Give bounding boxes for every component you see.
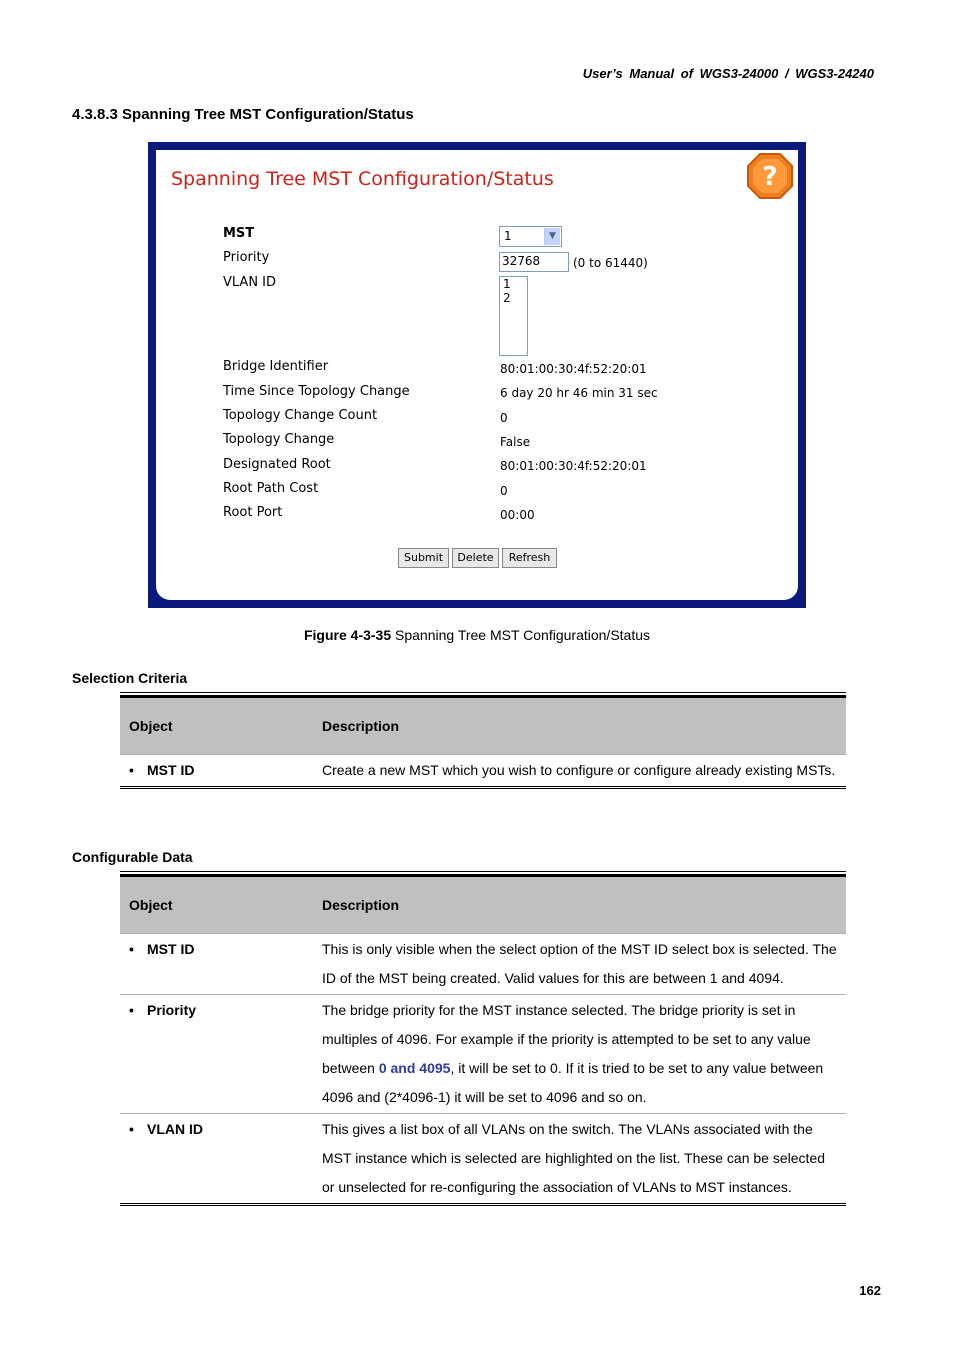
screenshot-panel [148,142,806,608]
description-text: , it will be set to 0. If it is tried to be set to any value between 4096 and (2*4096-1) it will be set to 4096 and so on. [322,1060,824,1105]
table-cell-description: This is only visible when the select option of the MST ID select box is selected. The ID of the MST being created. Valid values for this are between 1 and 4094. [313,934,846,995]
time-since-label: Time Since Topology Change [223,384,410,399]
svg-text:?: ? [762,162,778,192]
table-row [120,934,846,995]
bridge-identifier-value: 80:01:00:30:4f:52:20:01 [500,362,647,376]
topology-change-count-value: 0 [500,411,508,425]
table-cell-object [120,1114,313,1205]
table-header-description: Description [313,697,846,755]
table-header-object: Object [120,697,313,755]
object-name: Priority [147,1002,197,1018]
root-port-label: Root Port [223,505,283,520]
priority-input[interactable] [499,252,569,272]
screenshot-content [156,150,798,600]
table-header-row [120,876,846,934]
mst-select-value: 1 [504,229,512,243]
help-icon[interactable] [746,152,794,200]
object-name: MST ID [147,762,195,778]
delete-button[interactable]: Delete [452,548,499,568]
vlan-id-label: VLAN ID [223,275,277,290]
configurable-data-table [120,874,846,1206]
table-cell-description: Create a new MST which you wish to configure or configure already existing MSTs. [313,755,846,788]
table-header-row [120,697,846,755]
table-row [120,1114,846,1205]
table-header-object: Object [120,876,313,934]
page-header: User’s Manual of WGS3-24000 / WGS3-24240 [582,66,874,81]
designated-root-label: Designated Root [223,457,331,472]
description-text: The bridge priority for the MST instance selected. The bridge priority is set in multiples of 4096. For example if the priority is attempted to be set to any value between [322,1002,811,1076]
table-cell-description [313,995,846,1114]
selection-criteria-table [120,695,846,789]
root-path-cost-value: 0 [500,484,508,498]
figure-caption [0,627,954,643]
topology-change-count-label: Topology Change Count [223,408,378,423]
object-name: MST ID [147,941,195,957]
screenshot-title: Spanning Tree MST Configuration/Status [171,168,554,190]
table-cell-object [120,995,313,1114]
figure-text: Spanning Tree MST Configuration/Status [391,627,651,643]
priority-input-value: 32768 [502,254,541,268]
table-header-description: Description [313,876,846,934]
configurable-data-title: Configurable Data [72,849,193,865]
bullet-icon: • [129,762,134,778]
designated-root-value: 80:01:00:30:4f:52:20:01 [500,459,647,473]
section-title: 4.3.8.3 Spanning Tree MST Configuration/Status [72,106,414,123]
priority-label: Priority [223,250,270,265]
description-highlight: 0 and 4095 [378,1060,451,1076]
time-since-value: 6 day 20 hr 46 min 31 sec [500,386,658,400]
table-cell-object [120,755,313,788]
refresh-button[interactable]: Refresh [502,548,557,568]
bullet-icon: • [129,1121,134,1137]
table-cell-object [120,934,313,995]
table-row [120,755,846,788]
mst-label: MST [223,226,255,241]
root-port-value: 00:00 [500,508,535,522]
bridge-identifier-label: Bridge Identifier [223,359,329,374]
topology-change-value: False [500,435,531,449]
mst-select[interactable] [499,226,562,247]
vlan-option[interactable]: 2 [503,291,511,305]
submit-button[interactable]: Submit [398,548,449,568]
root-path-cost-label: Root Path Cost [223,481,319,496]
priority-range: (0 to 61440) [573,256,648,270]
vlan-option[interactable]: 1 [503,277,511,291]
table-row [120,995,846,1114]
chevron-down-icon[interactable]: ▼ [544,228,560,245]
figure-label: Figure 4-3-35 [303,627,392,643]
bullet-icon: • [129,1002,134,1018]
bullet-icon: • [129,941,134,957]
selection-criteria-title: Selection Criteria [72,670,188,686]
page-number: 162 [859,1283,881,1298]
topology-change-label: Topology Change [223,432,335,447]
table-cell-description: This gives a list box of all VLANs on the switch. The VLANs associated with the MST instance which is selected are highlighted on the list. These can be selected or unselected for re-configuring the association of VLANs to MST instances. [313,1114,846,1205]
object-name: VLAN ID [147,1121,203,1137]
vlan-id-listbox[interactable] [499,276,528,356]
